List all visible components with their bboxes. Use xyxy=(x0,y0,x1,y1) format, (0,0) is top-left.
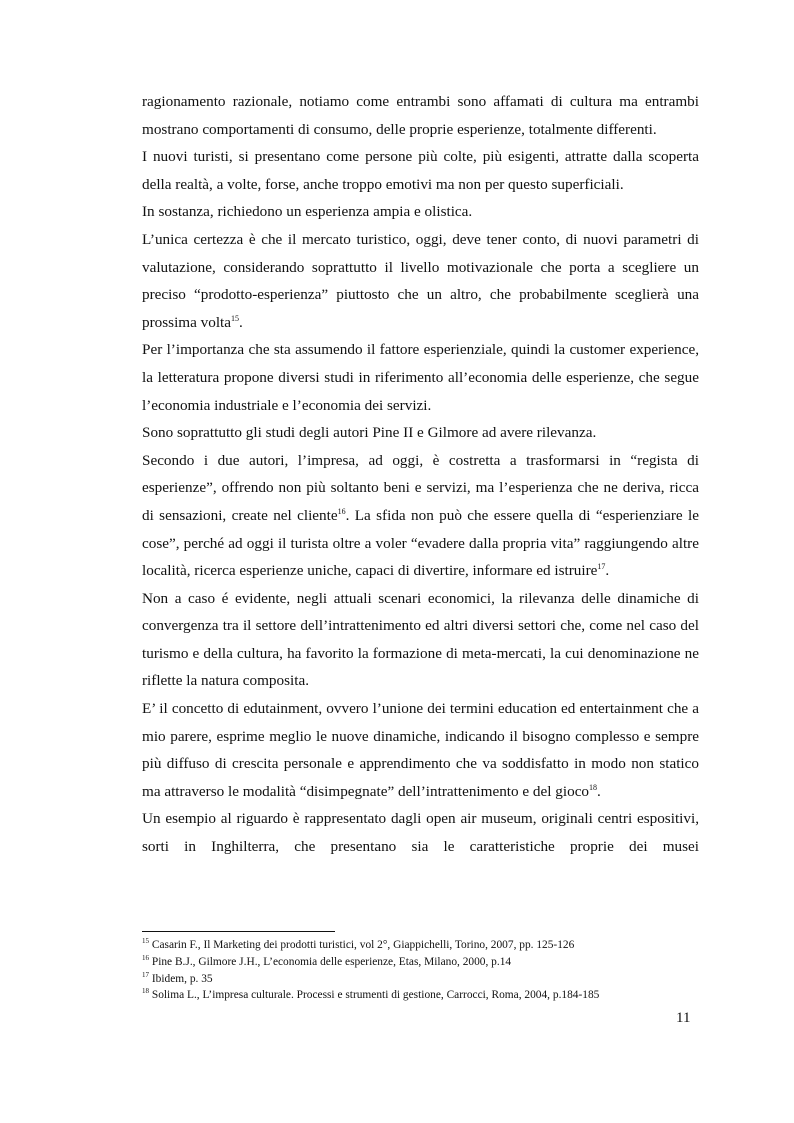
footnote-text: Pine B.J., Gilmore J.H., L’economia delle esperienze, Etas, Milano, 2000, p.14 xyxy=(151,955,512,968)
paragraph: I nuovi turisti, si presentano come persone più colte, più esigenti, attratte dalla scoperta della realtà, a volte, forse, anche troppo emotivi ma non per questo superficiali. xyxy=(142,148,699,193)
footnote-number: 18 xyxy=(142,987,149,996)
footnote-text: Casarin F., Il Marketing dei prodotti turistici, vol 2°, Giappichelli, Torino, 2007, pp. 125-126 xyxy=(151,939,575,951)
paragraph: L’unica certezza è che il mercato turistico, oggi, deve tener conto, di nuovi parametri di valutazione, considerando soprattutto il livello motivazionale che porta a scegliere un preciso “prodotto-esperienza” piuttosto che un altro, che probabilmente sceglierà una prossima volta$^{15}$. xyxy=(142,230,699,331)
footnote-number: 17 xyxy=(142,970,149,979)
body-text xyxy=(142,88,699,861)
footnote-reference: 15 xyxy=(231,313,240,323)
footnote-number: 15 xyxy=(142,937,149,945)
footnote xyxy=(142,971,699,988)
footnote-text: Solima L., L’impresa culturale. Processi e strumenti di gestione, Carrocci, Roma, 2004, p.184-185 xyxy=(151,989,600,1002)
paragraph: Un esempio al riguardo è rappresentato dagli open air museum, originali centri espositivi, sorti in Inghilterra, che presentano sia le caratteristiche proprie dei musei xyxy=(142,810,699,856)
footnote-reference: 18 xyxy=(589,782,598,792)
footnote xyxy=(142,937,699,954)
footnotes xyxy=(142,937,699,1004)
footnote-number: 16 xyxy=(142,953,149,962)
footnote-separator xyxy=(142,931,335,932)
footnote xyxy=(142,987,699,1004)
footnote-reference: 16 xyxy=(337,506,346,516)
paragraph: In sostanza, richiedono un esperienza ampia e olistica. xyxy=(142,203,473,221)
footnote-reference: 17 xyxy=(597,562,606,572)
footnote-text: Ibidem, p. 35 xyxy=(151,972,213,985)
paragraph: Non a caso é evidente, negli attuali scenari economici, la rilevanza delle dinamiche di convergenza tra il settore dell’intrattenimento ed altri diversi settori che, come nel caso del turismo e della cultura, ha favorito la formazione di meta-mercati, la cui denominazione ne riflette la natura composita. xyxy=(142,589,699,690)
paragraph: Secondo i due autori, l’impresa, ad oggi, è costretta a trasformarsi in “regista di esperienze”, offrendo non più soltanto beni e servizi, ma l’esperienza che ne deriva, ricca di sensazioni, create nel cliente$^{16}$. La sfida non può che essere quella di “esperienziare le cose”, perché ad oggi il turista oltre a voler “evadere dalla propria vita” raggiungendo altre località, ricerca esperienze uniche, capaci di divertire, informare ed istruire$^{17}$. xyxy=(142,451,699,580)
footnote xyxy=(142,954,699,971)
paragraph: ragionamento razionale, notiamo come entrambi sono affamati di cultura ma entrambi mostrano comportamenti di consumo, delle proprie esperienze, totalmente differenti. xyxy=(142,93,699,138)
paragraph: Sono soprattutto gli studi degli autori Pine II e Gilmore ad avere rilevanza. xyxy=(142,424,597,442)
paragraph: E’ il concetto di edutainment, ovvero l’unione dei termini education ed entertainment che a mio parere, esprime meglio le nuove dinamiche, indicando il bisogno complesso e sempre più diffuso di crescita personale e apprendimento che va soddisfatto in modo non statico ma attraverso le modalità “disimpegnate” dell’intrattenimento e del gioco$^{18}$. xyxy=(142,700,699,800)
page-number: 11 xyxy=(676,1010,691,1026)
paragraph: Per l’importanza che sta assumendo il fattore esperienziale, quindi la customer experience, la letteratura propone diversi studi in riferimento all’economia delle esperienze, che segue l’economia industriale e l’economia dei servizi. xyxy=(142,341,699,414)
